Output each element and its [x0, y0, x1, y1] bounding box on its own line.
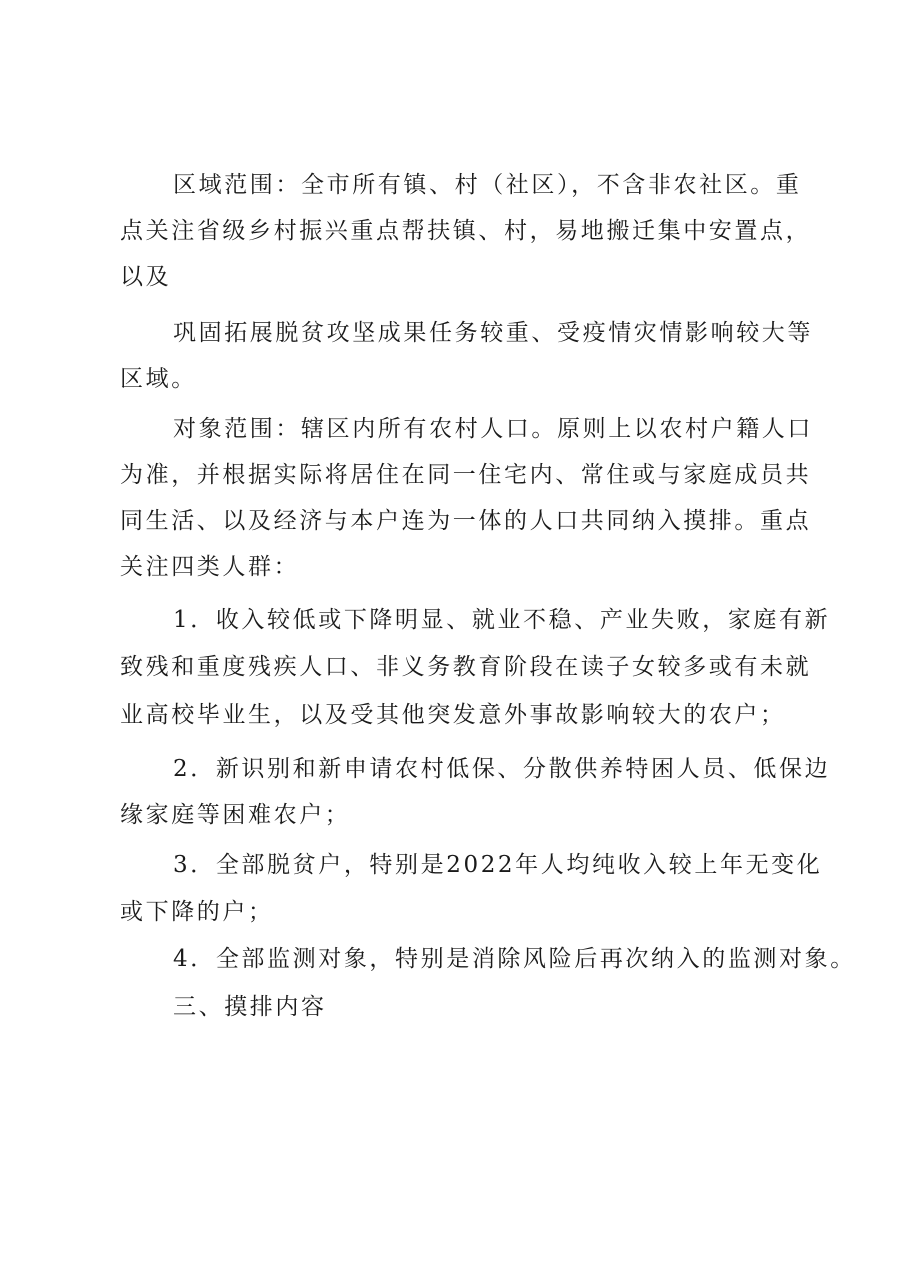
- text-line: 关注四类人群：: [120, 554, 300, 580]
- text-line: 缘家庭等困难农户；: [120, 802, 351, 828]
- text-line: 区域范围：全市所有镇、村（社区），不含非农社区。重: [173, 172, 802, 198]
- text-line: 同生活、以及经济与本户连为一体的人口共同纳入摸排。重点: [120, 508, 812, 534]
- text-line: 致残和重度残疾人口、非义务教育阶段在读子女较多或有未就: [120, 654, 812, 680]
- section-heading: 三、摸排内容: [173, 994, 327, 1020]
- text-line: 3．全部脱贫户，特别是2022年人均纯收入较上年无变化: [173, 852, 823, 878]
- text-line: 业高校毕业生，以及受其他突发意外事故影响较大的农户；: [120, 702, 786, 728]
- text-line: 4．全部监测对象，特别是消除风险后再次纳入的监测对象。: [173, 946, 856, 972]
- text-line: 点关注省级乡村振兴重点帮扶镇、村，易地搬迁集中安置点，: [120, 218, 812, 244]
- text-line: 为准，并根据实际将居住在同一住宅内、常住或与家庭成员共: [120, 462, 812, 488]
- text-line: 1．收入较低或下降明显、就业不稳、产业失败，家庭有新: [173, 607, 831, 633]
- text-line: 巩固拓展脱贫攻坚成果任务较重、受疫情灾情影响较大等: [173, 320, 813, 346]
- text-line: 或下降的户；: [120, 899, 274, 925]
- text-line: 对象范围：辖区内所有农村人口。原则上以农村户籍人口: [173, 416, 813, 442]
- text-line: 以及: [120, 264, 172, 290]
- text-line: 2．新识别和新申请农村低保、分散供养特困人员、低保边: [173, 756, 831, 782]
- text-line: 区域。: [120, 366, 197, 392]
